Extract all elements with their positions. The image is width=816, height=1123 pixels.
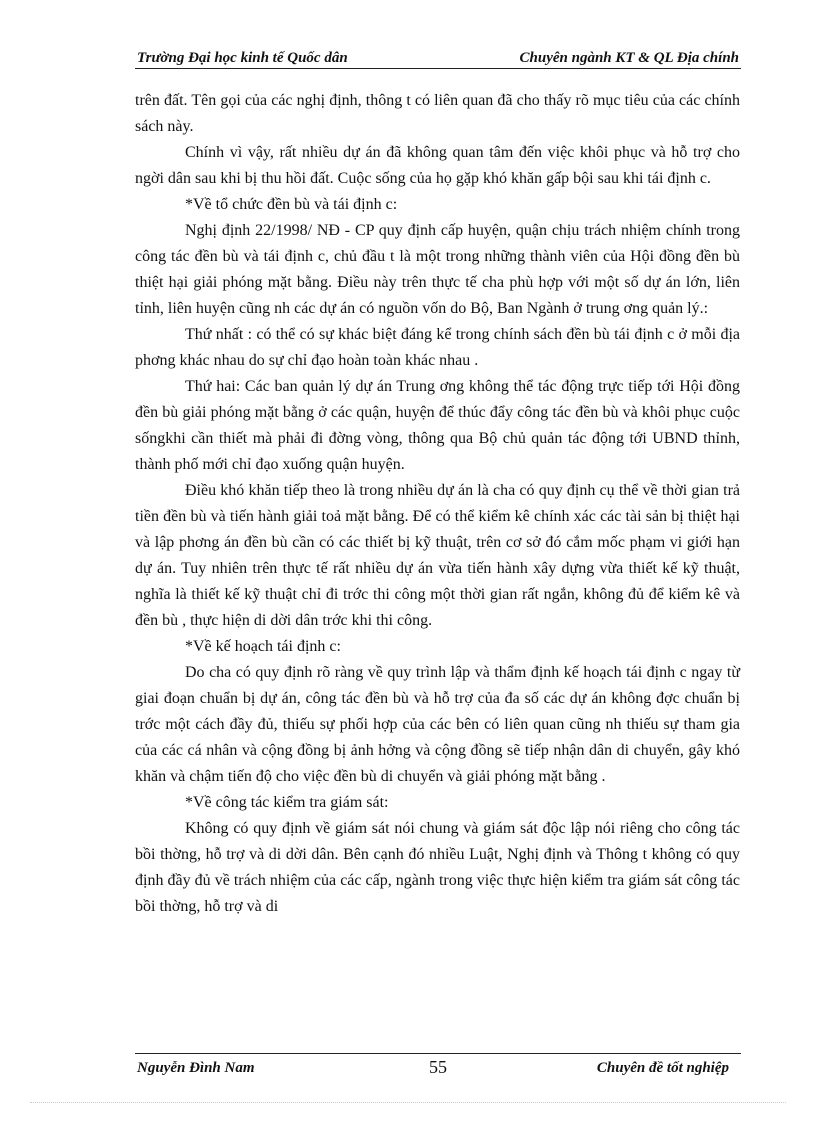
page-header [135,48,741,69]
paragraph: Chính vì vậy, rất nhiều dự án đã không quan tâm đến việc khôi phục và hỗ trợ cho ngời dân sau khi bị thu hồi đất. Cuộc sống của họ gặp khó khăn gấp bội sau khi tái định c. [135,144,740,187]
paragraph: Thứ nhất : có thể có sự khác biệt đáng kể trong chính sách đền bù tái định c ở mỗi địa phơng khác nhau do sự chỉ đạo hoàn toàn khác nhau . [135,326,740,369]
section-heading: *Về công tác kiểm tra giám sát: [185,794,389,811]
footer-author: Nguyễn Đình Nam [137,1060,255,1076]
page-footer [135,1053,741,1078]
section-heading: *Về kế hoạch tái định c: [185,638,341,655]
page-number: 55 [429,1057,447,1077]
footer-doc-type: Chuyên đề tốt nghiệp [596,1060,729,1076]
header-school: Trường Đại học kinh tế Quốc dân [137,50,348,66]
paragraph: Điều khó khăn tiếp theo là trong nhiều dự án là cha có quy định cụ thể về thời gian trả tiền đền bù và tiến hành giải toả mặt bằng. Để có thể kiểm kê chính xác các tài sản bị thiệt hại và lập phơng án đền bù cần có các thiết bị kỹ thuật, trên cơ sở đó cắm mốc phạm vi giới hạn dự án. Tuy nhiên trên thực tế rất nhiều dự án vừa tiến hành xây dựng vừa thiết kế kỹ thuật, nghĩa là thiết kế kỹ thuật chỉ đi trớc thi công một thời gian rất ngắn, không đủ để kiểm kê và đền bù , thực hiện di dời dân trớc khi thi công. [135,482,740,629]
paragraph: Không có quy định về giám sát nói chung và giám sát độc lập nói riêng cho công tác bồi thờng, hỗ trợ và di dời dân. Bên cạnh đó nhiều Luật, Nghị định và Thông t không có quy định đầy đủ về trách nhiệm của các cấp, ngành trong việc thực hiện kiểm tra giám sát công tác bồi thờng, hỗ trợ và di [135,820,740,915]
paragraph: Nghị định 22/1998/ NĐ - CP quy định cấp huyện, quận chịu trách nhiệm chính trong công tác đền bù và tái định c, chủ đầu t là một trong những thành viên của Hội đồng đền bù thiệt hại giải phóng mặt bằng. Điều này trên thực tế cha phù hợp với một số dự án lớn, liên tỉnh, liên huyện cũng nh các dự án có nguồn vốn do Bộ, Ban Ngành ở trung ơng quản lý.: [135,222,740,317]
section-heading: *Về tổ chức đền bù và tái định c: [185,196,398,213]
header-major: Chuyên ngành KT & QL Địa chính [519,50,739,66]
paragraph: Thứ hai: Các ban quản lý dự án Trung ơng không thể tác động trực tiếp tới Hội đồng đền bù giải phóng mặt bằng ở các quận, huyện để thúc đẩy công tác đền bù và khôi phục cuộc sốngkhi cần thiết mà phải đi đờng vòng, thông qua Bộ chủ quản tác động tới UBND thỉnh, thành phố mới chỉ đạo xuống quận huyện. [135,378,740,473]
page-bottom-divider [30,1102,786,1103]
paragraph: trên đất. Tên gọi của các nghị định, thông t có liên quan đã cho thấy rõ mục tiêu của các chính sách này. [135,92,740,135]
document-body [135,88,740,920]
paragraph: Do cha có quy định rõ ràng về quy trình lập và thẩm định kế hoạch tái định c ngay từ giai đoạn chuẩn bị dự án, công tác đền bù và hỗ trợ của đa số các dự án không đợc chuẩn bị trớc một cách đầy đủ, thiếu sự phối hợp của các bên có liên quan cũng nh thiếu sự tham gia của các cá nhân và cộng đồng bị ảnh hởng và cộng đồng sẽ tiếp nhận dân di chuyển, gây khó khăn và chậm tiến độ cho việc đền bù di chuyển và giải phóng mặt bằng . [135,664,740,785]
